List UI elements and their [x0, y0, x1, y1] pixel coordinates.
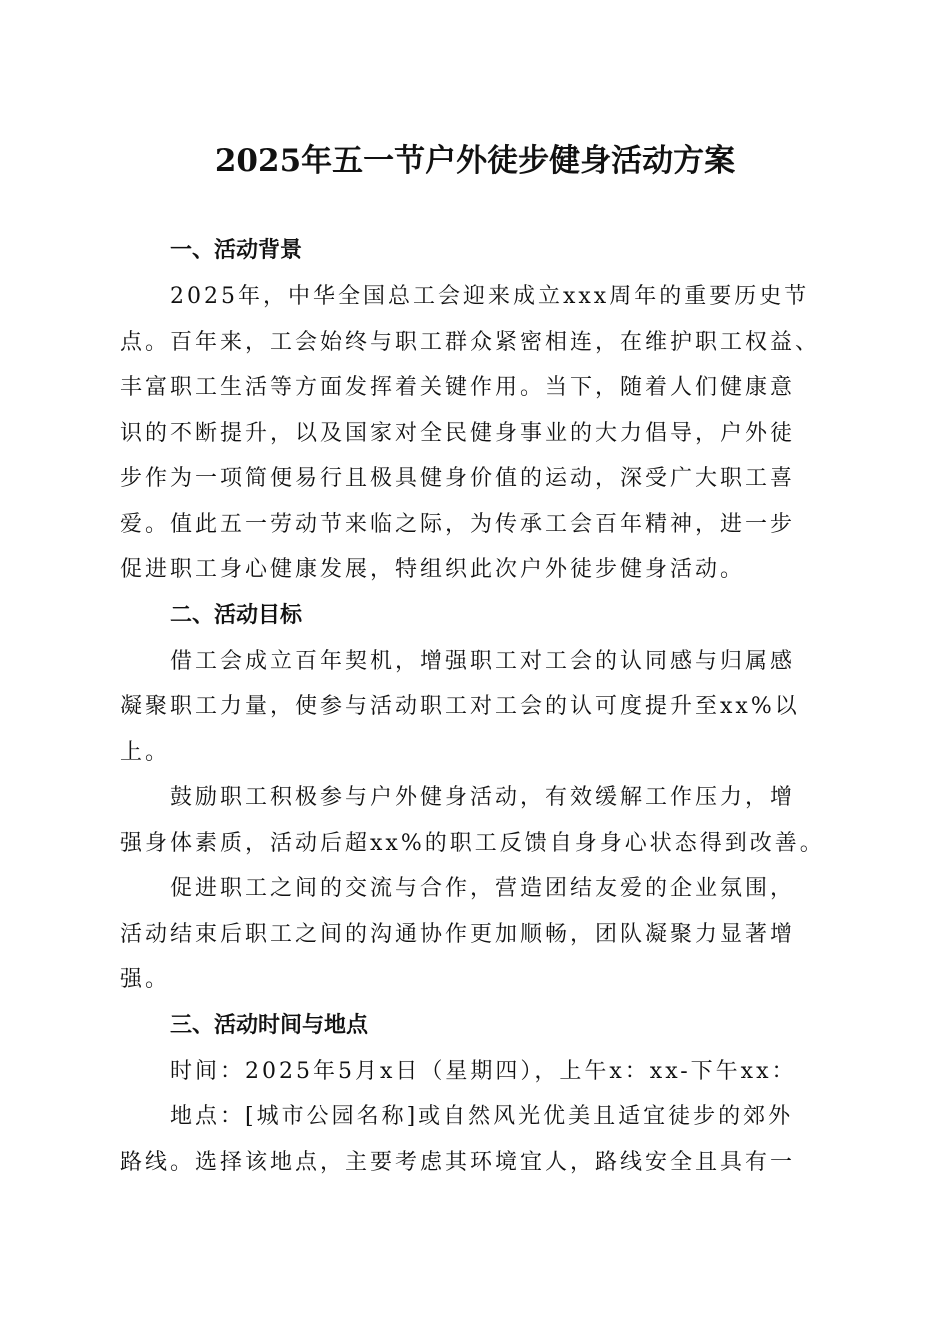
- text-line: 活动结束后职工之间的沟通协作更加顺畅，团队凝聚力显著增: [120, 921, 796, 947]
- text-line: 路线。选择该地点，主要考虑其环境宜人，路线安全且具有一: [120, 1149, 796, 1175]
- text-line: 地点：[城市公园名称]或自然风光优美且适宜徒步的郊外: [170, 1104, 794, 1129]
- document-title: 2025年五一节户外徒步健身活动方案: [214, 143, 736, 179]
- paragraph: [120, 274, 834, 593]
- text-line: 强。: [120, 967, 171, 992]
- text-line: 2025年，中华全国总工会迎来成立xxx周年的重要历史节: [170, 284, 810, 309]
- document-body: [120, 228, 834, 1185]
- text-line: 促进职工之间的交流与合作，营造团结友爱的企业氛围，: [170, 876, 796, 901]
- text-line: 借工会成立百年契机，增强职工对工会的认同感与归属感: [170, 648, 796, 674]
- paragraph: [120, 866, 834, 1003]
- text-line: 爱。值此五一劳动节来临之际，为传承工会百年精神，进一步: [120, 511, 796, 537]
- text-line: 促进职工身心健康发展，特组织此次户外徒步健身活动。: [120, 557, 746, 582]
- paragraph: [120, 1094, 834, 1185]
- paragraph: [120, 775, 834, 866]
- section-heading: 一、活动背景: [170, 238, 303, 263]
- text-line: 强身体素质，活动后超xx%的职工反馈自身身心状态得到改善。: [120, 830, 825, 856]
- text-line: 点。百年来，工会始终与职工群众紧密相连，在维护职工权益、: [120, 329, 821, 355]
- text-line: 识的不断提升，以及国家对全民健身事业的大力倡导，户外徒: [120, 420, 796, 446]
- text-line: 丰富职工生活等方面发挥着关键作用。当下，随着人们健康意: [120, 375, 796, 400]
- text-line: 上。: [120, 739, 171, 765]
- section-heading: 二、活动目标: [170, 602, 303, 628]
- paragraph: [120, 639, 834, 776]
- section-heading: 三、活动时间与地点: [170, 1012, 369, 1038]
- text-line: 步作为一项简便易行且极具健身价值的运动，深受广大职工喜: [120, 466, 796, 491]
- text-line: 鼓励职工积极参与户外健身活动，有效缓解工作压力，增: [170, 785, 796, 810]
- paragraph: [120, 1049, 834, 1095]
- text-line: 时间：2025年5月x日（星期四），上午x：xx-下午xx：: [170, 1058, 797, 1084]
- text-line: 凝聚职工力量，使参与活动职工对工会的认可度提升至xx%以: [120, 694, 800, 719]
